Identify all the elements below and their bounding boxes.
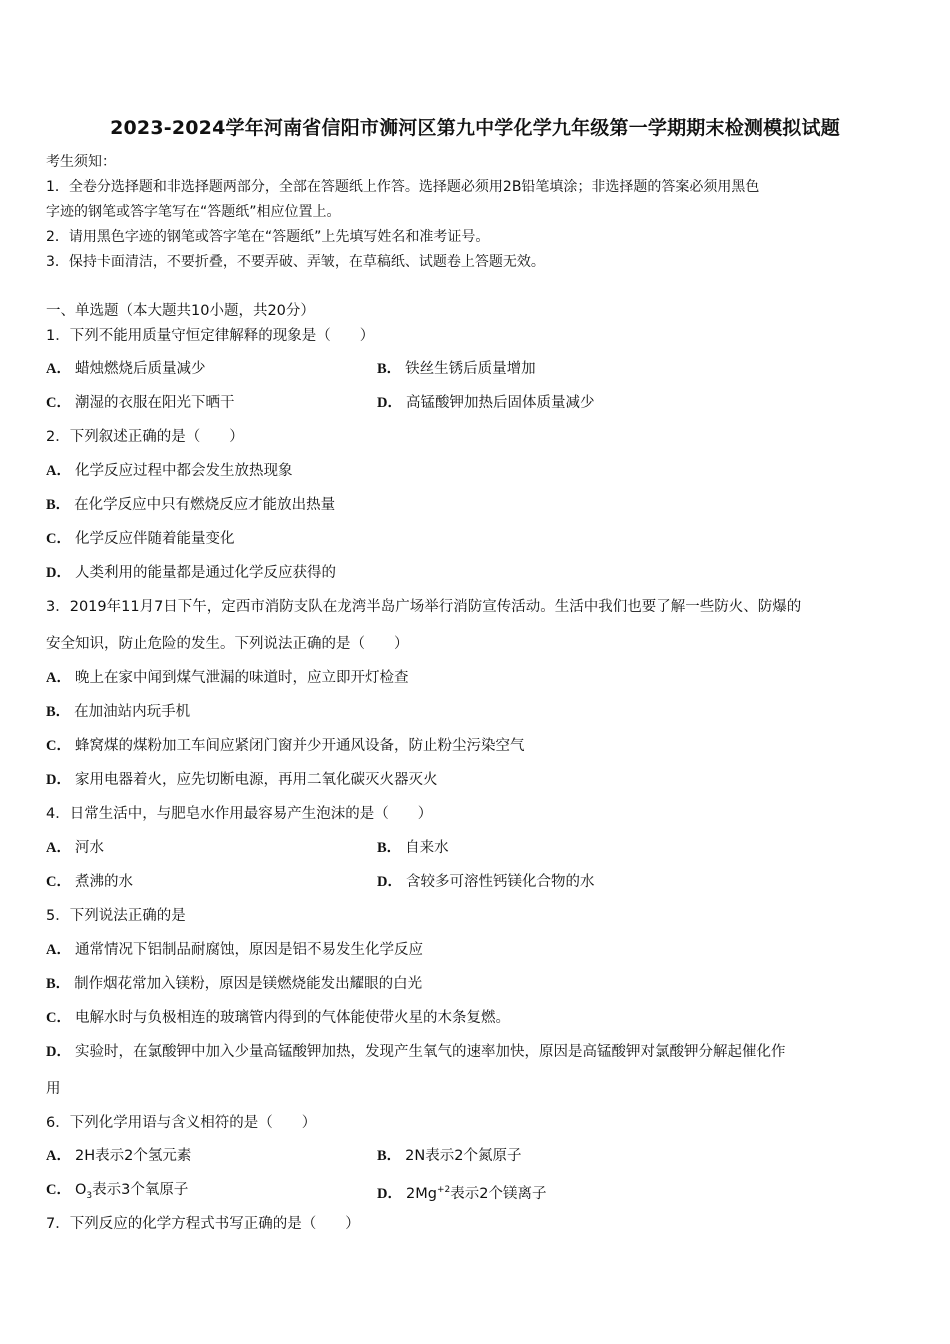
option-letter: A． [46, 463, 71, 479]
option-letter: B． [46, 704, 71, 720]
option-letter: A． [46, 942, 71, 958]
notice-item: 1．全卷分选择题和非选择题两部分，全部在答题纸上作答。选择题必须用2B铅笔填涂；非选择题的答案必须用黑色 [46, 179, 760, 195]
option-c [46, 529, 234, 549]
option-text [406, 1186, 546, 1202]
option-d [377, 872, 594, 892]
question-stem: 5．下列说法正确的是 [46, 908, 186, 924]
option-text: 家用电器着火，应先切断电源，再用二氧化碳灭火器灭火 [74, 772, 438, 788]
option-d-continuation: 用 [46, 1081, 61, 1097]
option-letter: A． [46, 670, 71, 686]
option-text: 电解水时与负极相连的玻璃管内得到的气体能使带火星的木条复燃。 [74, 1010, 510, 1026]
option-a [46, 940, 423, 960]
option-letter: C． [46, 874, 71, 890]
option-letter: C． [46, 1182, 71, 1198]
option-d [46, 770, 437, 790]
option-text: 化学反应伴随着能量变化 [74, 531, 235, 547]
option-text: 制作烟花常加入镁粉，原因是镁燃烧能发出耀眼的白光 [74, 976, 423, 992]
option-letter: B． [377, 840, 402, 856]
option-text: 通常情况下铝制品耐腐蚀，原因是铝不易发生化学反应 [74, 942, 423, 958]
option-b [377, 359, 536, 379]
option-text: 铁丝生锈后质量增加 [405, 361, 536, 377]
option-text: 晚上在家中闻到煤气泄漏的味道时，应立即开灯检查 [74, 670, 409, 686]
option-a [46, 1146, 191, 1166]
option-letter: D． [46, 565, 71, 581]
option-letter: B． [377, 1148, 402, 1164]
option-text-rest: 表示3个氧原子 [92, 1182, 189, 1198]
option-c [46, 393, 234, 413]
option-letter: A． [46, 840, 71, 856]
option-text: 在加油站内玩手机 [74, 704, 191, 720]
section-heading: 一、单选题（本大题共10小题，共20分） [46, 303, 315, 319]
option-letter: B． [46, 976, 71, 992]
option-a [46, 359, 205, 379]
option-text: 煮沸的水 [74, 874, 133, 890]
notice-item: 3．保持卡面清洁，不要折叠，不要弄破、弄皱，在草稿纸、试题卷上答题无效。 [46, 254, 545, 270]
question-stem: 2．下列叙述正确的是（ ） [46, 429, 244, 445]
option-letter: D． [46, 772, 71, 788]
question-stem: 3．2019年11月7日下午，定西市消防支队在龙湾半岛广场举行消防宣传活动。生活中我们也要了解一些防火、防爆的 [46, 599, 802, 615]
page-title: 2023-2024学年河南省信阳市浉河区第九中学化学九年级第一学期期末检测模拟试题 [110, 117, 840, 139]
option-c [46, 736, 524, 756]
question-stem: 4．日常生活中，与肥皂水作用最容易产生泡沫的是（ ） [46, 806, 433, 822]
option-text: 2H表示2个氢元素 [74, 1148, 192, 1164]
option-text-rest: 表示2个镁离子 [450, 1185, 547, 1202]
option-a [46, 668, 408, 688]
notice-heading: 考生须知： [46, 154, 116, 170]
option-c [46, 1180, 188, 1206]
option-letter: B． [46, 497, 71, 513]
option-text: 蜡烛燃烧后质量减少 [74, 361, 206, 377]
option-b [46, 702, 190, 722]
question-stem: 7．下列反应的化学方程式书写正确的是（ ） [46, 1216, 360, 1232]
option-letter: D． [377, 1185, 402, 1202]
option-a [46, 461, 292, 481]
option-d [377, 393, 594, 413]
option-d [377, 1180, 546, 1204]
notice-item: 2．请用黑色字迹的钢笔或答字笔在“答题纸”上先填写姓名和准考证号。 [46, 229, 490, 245]
formula-base: O [74, 1182, 87, 1198]
option-letter: C． [46, 738, 71, 754]
option-c [46, 872, 133, 892]
option-letter: C． [46, 395, 71, 411]
option-d [46, 563, 336, 583]
option-text [74, 1182, 189, 1201]
option-text: 自来水 [405, 840, 449, 856]
option-c [46, 1008, 510, 1028]
option-b [377, 838, 449, 858]
option-a [46, 838, 104, 858]
option-letter: A． [46, 1148, 71, 1164]
notice-item: 字迹的钢笔或答字笔写在“答题纸”相应位置上。 [46, 204, 341, 220]
option-text: 2N表示2个氮原子 [405, 1148, 522, 1164]
option-text: 化学反应过程中都会发生放热现象 [74, 463, 293, 479]
option-letter: C． [46, 1010, 71, 1026]
option-letter: A． [46, 361, 71, 377]
option-text: 实验时，在氯酸钾中加入少量高锰酸钾加热，发现产生氧气的速率加快，原因是高锰酸钾对氯酸钾分解起催化作 [74, 1044, 786, 1060]
option-b [46, 495, 335, 515]
option-letter: D． [377, 395, 402, 411]
option-d [46, 1042, 785, 1062]
option-text: 蜂窝煤的煤粉加工车间应紧闭门窗并少开通风设备，防止粉尘污染空气 [74, 738, 525, 754]
option-b [46, 974, 422, 994]
option-text: 含较多可溶性钙镁化合物的水 [405, 874, 595, 890]
option-text: 在化学反应中只有燃烧反应才能放出热量 [74, 497, 336, 513]
formula-base: 2Mg [405, 1185, 437, 1202]
option-letter: C． [46, 531, 71, 547]
option-letter: B． [377, 361, 402, 377]
formula-subscript: 3 [86, 1190, 93, 1201]
option-letter: D． [377, 874, 402, 890]
option-text: 潮湿的衣服在阳光下晒干 [74, 395, 235, 411]
option-letter: D． [46, 1044, 71, 1060]
option-text: 河水 [74, 840, 104, 856]
question-stem-continued: 安全知识，防止危险的发生。下列说法正确的是（ ） [46, 636, 409, 652]
question-stem: 1．下列不能用质量守恒定律解释的现象是（ ） [46, 328, 375, 344]
question-stem: 6．下列化学用语与含义相符的是（ ） [46, 1115, 317, 1131]
formula-superscript: +2 [436, 1185, 451, 1195]
option-b [377, 1146, 521, 1166]
option-text: 高锰酸钾加热后固体质量减少 [405, 395, 595, 411]
option-text: 人类利用的能量都是通过化学反应获得的 [74, 565, 336, 581]
